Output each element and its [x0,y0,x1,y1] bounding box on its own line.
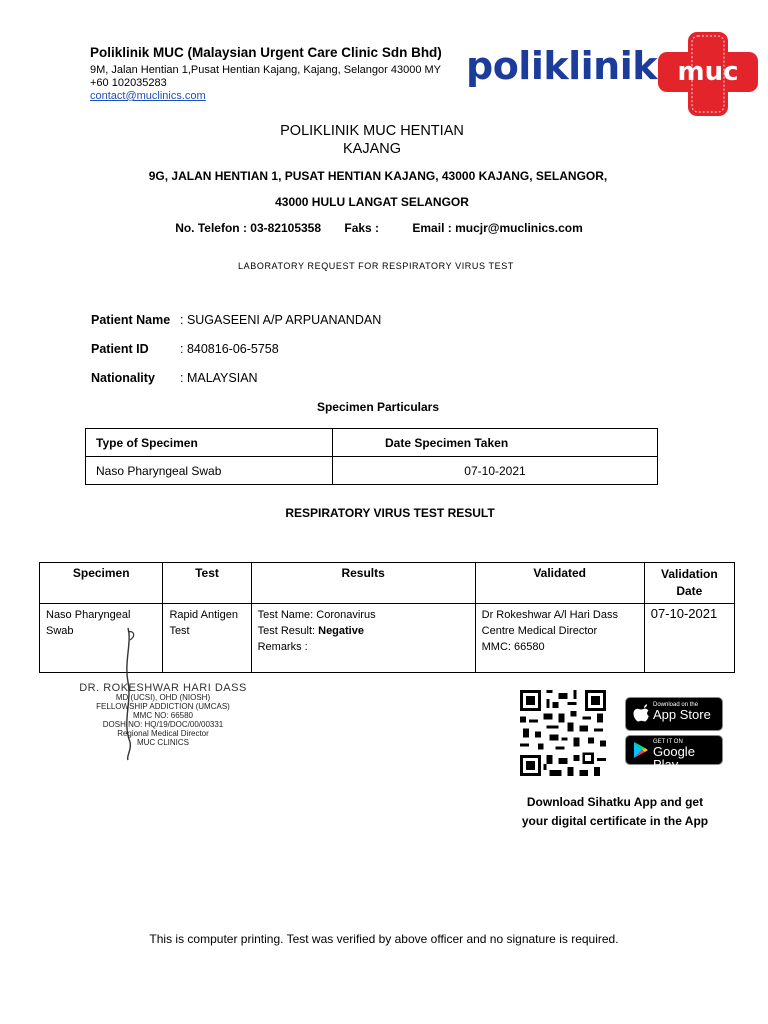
clinic-address-line2: 43000 HULU LANGAT SELANGOR [275,195,469,209]
result-validated-cell [475,604,644,673]
patient-name-value: : SUGASEENI A/P ARPUANANDAN [180,313,382,327]
test-result-line [258,623,469,639]
app-promo-line2: your digital certificate in the App [521,814,709,828]
result-specimen-cell: Naso Pharyngeal Swab [40,604,163,673]
google-play-small-text: GET IT ON [653,739,683,745]
stamp-dosh: DOSH NO: HQ/19/DOC/00/00331 [102,720,224,729]
table-row [40,563,735,604]
type-of-specimen-header: Type of Specimen [86,429,333,457]
footer-note: This is computer printing. Test was verified by above officer and no signature is required. [149,932,619,946]
test-result-value: Negative [318,625,364,637]
clinic-company-name: Poliklinik MUC (Malaysian Urgent Care Clinic Sdn Bhd) [90,45,442,60]
google-play-icon [633,741,649,759]
remarks-text: Remarks : [257,641,308,653]
clinic-name-line2: KAJANG [342,141,401,157]
logo-badge-text: muc [677,57,739,87]
specimen-date-cell: 07-10-2021 [333,457,658,485]
test-result-label: Test Result: [257,625,319,637]
doctor-stamp [48,684,278,747]
validation-date-header: Validation Date [644,563,734,604]
clinic-name-line1: POLIKLINIK MUC HENTIAN [280,123,464,139]
form-title: LABORATORY REQUEST FOR RESPIRATORY VIRUS TEST [238,261,514,271]
result-validation-date-cell: 07-10-2021 [644,604,734,673]
table-row [86,457,658,485]
stamp-mmc: MMC NO: 66580 [132,711,194,720]
apple-icon [633,704,649,724]
stamp-doctor-name: DR. ROKESHWAR HARI DASS [79,682,247,694]
nationality-value: : MALAYSIAN [180,371,258,385]
muc-cross-logo-icon [652,30,764,118]
test-header: Test [163,563,251,604]
app-promo-line1: Download Sihatku App and get [526,795,704,809]
nationality-label: Nationality [91,371,155,385]
company-phone: +60 102035283 [90,77,167,89]
clinic-name [0,122,744,158]
validated-header: Validated [475,563,644,604]
specimen-table [85,428,658,485]
stamp-qualifications: MD (UCSI), OHD (NIOSH) [115,693,211,702]
stamp-fellowship: FELLOWSHIP ADDICTION (UMCAS) [96,702,230,711]
app-store-big-text: App Store [653,707,711,722]
stamp-role: Regional Medical Director [117,729,209,738]
result-results-cell [251,604,475,673]
app-store-button[interactable] [625,697,723,731]
logo-wordmark: poliklinik [466,44,658,88]
specimen-header: Specimen [40,563,163,604]
clinic-address-line1: 9G, JALAN HENTIAN 1, PUSAT HENTIAN KAJANG, 43000 KAJANG, SELANGOR, [148,169,608,183]
results-header: Results [251,563,475,604]
company-email-link[interactable]: contact@muclinics.com [90,90,206,102]
stamp-organisation: MUC CLINICS [136,738,189,747]
qr-code-icon[interactable] [520,690,606,776]
specimen-section-title: Specimen Particulars [316,400,440,414]
google-play-button[interactable] [625,735,723,772]
test-name-text: Test Name: Coronavirus [257,609,376,621]
patient-id-value: : 840816-06-5758 [180,342,279,356]
result-test-cell: Rapid Antigen Test [163,604,251,673]
google-play-big-text: Google Play [653,744,695,772]
app-store-small-text: Download on the [653,702,699,708]
validator-name: Dr Rokeshwar A/l Hari Dass [481,609,618,621]
result-section-title: RESPIRATORY VIRUS TEST RESULT [285,506,495,520]
table-row [86,429,658,457]
date-taken-header: Date Specimen Taken [333,429,658,457]
company-address: 9M, Jalan Hentian 1,Pusat Hentian Kajang, Kajang, Selangor 43000 MY [90,64,442,76]
validator-title: Centre Medical Director [481,625,598,637]
clinic-contact: No. Telefon : 03-82105358 Faks : Email : mucjr@muclinics.com [175,221,583,235]
patient-id-label: Patient ID [91,342,149,356]
validator-mmc: MMC: 66580 [481,641,545,653]
specimen-type-cell: Naso Pharyngeal Swab [86,457,333,485]
app-promo-text [500,793,730,831]
patient-name-label: Patient Name [91,313,171,327]
